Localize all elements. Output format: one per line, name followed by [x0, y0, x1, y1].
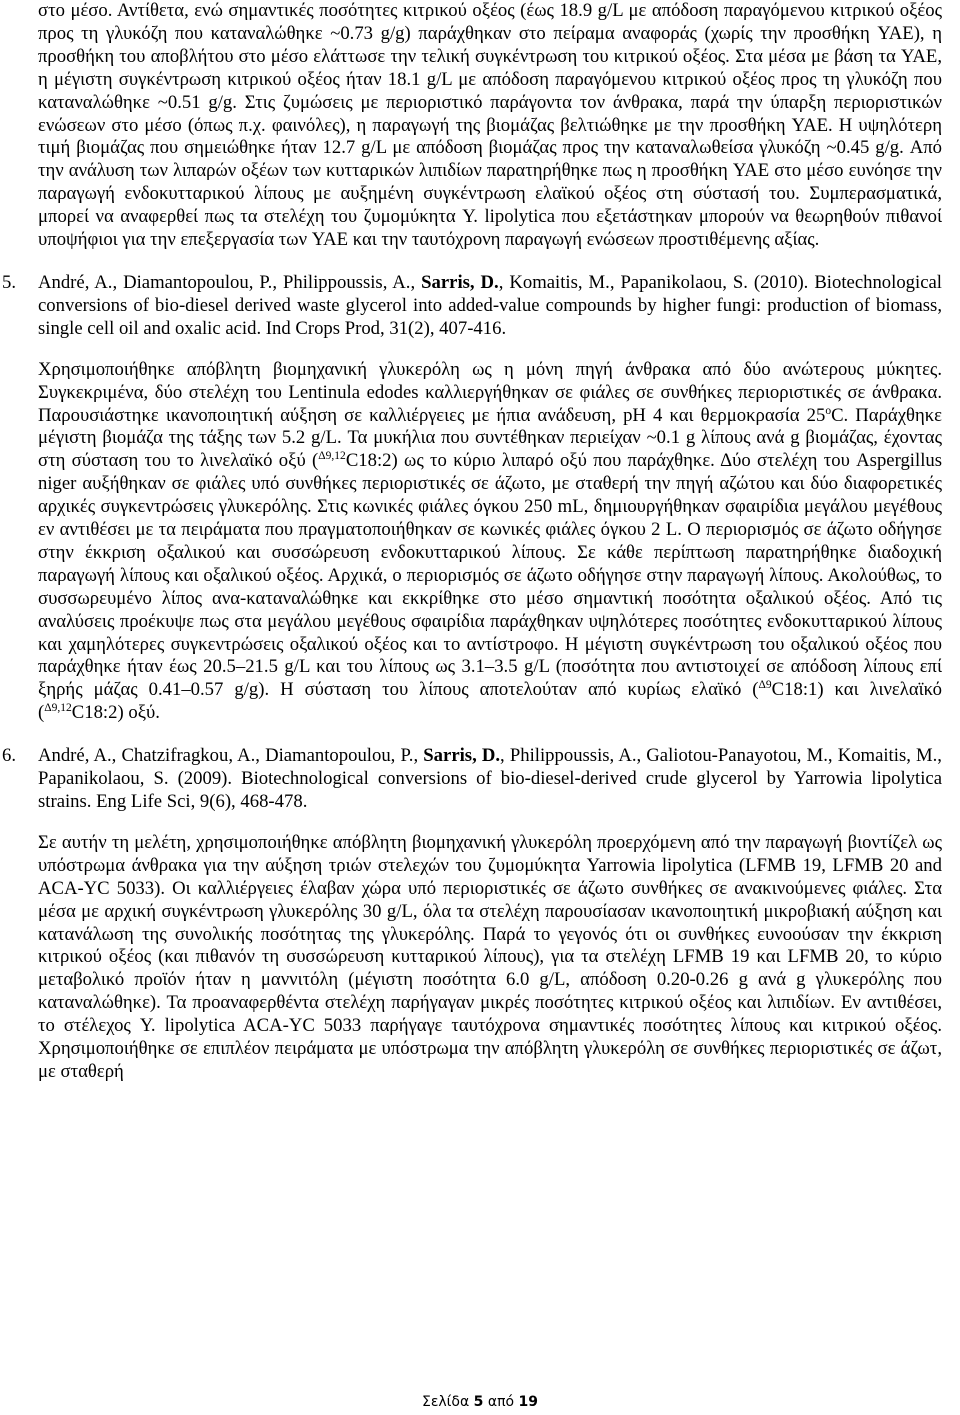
intro-paragraph: στο μέσο. Αντίθετα, ενώ σημαντικές ποσότητες κιτρικού οξέος (έως 18.9 g/L με απόδοση παραγόμενου κιτρικού οξέος προς τη γλυκόζη που καταναλώθηκε ~0.73 g/g) παράχθηκαν στο πείραμα αναφοράς (χωρίς την προσθήκη YAE), η προσθήκη του αποβλήτου στο μέσο ελάττωσε την τελική συγκέντρωση του κιτρικού οξέος. Στα μέσα με βάση τα YAE, η μέγιστη συγκέντρωση κιτρικού οξέος ήταν 18.1 g/L με απόδοση παραγόμενου κιτρικού οξέος προς τη γλυκόζη που καταναλώθηκε ~0.51 g/g. Στις ζυμώσεις με περιοριστικό παράγοντα τον άνθρακα, παρά την ύπαρξη περιοριστικών ενώσεων στο μέσο (όπως π.χ. φαινόλες), η παραγωγή της βιομάζας βελτιώθηκε με την προσθήκη YAE. Η υψηλότερη τιμή βιομάζας που σημειώθηκε ήταν 12.7 g/L με απόδοση βιομάζας προς την καταναλωθείσα γλυκόζη ~0.45 g/g. Από την ανάλυση των λιπαρών οξέων των κυτταρικών λιπιδίων παρατηρήθηκε πως η προσθήκη YAE στο μέσο ευνόησε την παραγωγή ενδοκυτταρικού λίπους με αυξημένη συγκέντρωση ελαϊκού οξέος στη σύστασή του. Συμπερασματικά, μπορεί να αναφερθεί πως τα στελέχη του ζυμομύκητα Y. lipolytica που εξετάστηκαν μπορούν να θεωρηθούν πιθανοί υποψήφιοι για την επεξεργασία των YAE και την ταυτόχρονη παραγωγή ενώσεων προστιθέμενης αξίας. [38, 0, 942, 251]
reference-6 [2, 745, 942, 1084]
page-footer: Σελίδα 5 από 19 [421, 1394, 539, 1410]
reference-6-summary: Σε αυτήν τη μελέτη, χρησιμοποιήθηκε απόβλητη βιομηχανική γλυκερόλη προερχόμενη από την παραγωγή βιοντίζελ ως υπόστρωμα άνθρακα για την αύξηση τριών στελεχών του ζυμομύκητα Yarrowia lipolytica (LFMB 19, LFMB 20 and ACA-YC 5033). Οι καλλιέργειες έλαβαν χώρα υπό περιοριστικές σε άζωτο συνθήκες σε ανακινούμενες φιάλες. Στα μέσα με αρχική συγκέντρωση γλυκερόλης 30 g/L, όλα τα στελέχη παρουσίασαν ικανοποιητική μικροβιακή αύξηση και κατανάλωση της συνολικής ποσότητας της γλυκερόλης. Παρά το γεγονός ότι οι συνθήκες ευνοούσαν την έκκριση κιτρικού οξέος (και πιθανόν τη συσσώρευση κυτταρικού λίπους), για τα στελέχη LFMB 19 και LFMB 20, το κύριο μεταβολικό προϊόν ήταν η μαννιτόλη (μέγιστη ποσότητα 6.0 g/L, απόδοση 0.20-0.26 g ανά g γλυκερόλης που καταναλώθηκε). Τα προαναφερθέντα στελέχη παρήγαγαν μικρές ποσότητες κιτρικού οξέος και λιπιδίων. Εν αντιθέσει, το στέλεχος Y. lipolytica ACA-YC 5033 παρήγαγε ταυτόχρονα σημαντικές ποσότητες λίπους και κιτρικού οξέος. Χρησιμοποιήθηκε σε επιπλέον πειράματα με υπόστρωμα την απόβλητη γλυκερόλη σε συνθήκες περιοριστικές σε άζωτ, με σταθερή [38, 831, 942, 1082]
reference-5-highlighted-author: Sarris, D. [421, 271, 499, 293]
reference-5-number: 5. [2, 271, 17, 293]
current-page-number: 5 [473, 1394, 484, 1410]
reference-5 [2, 271, 943, 725]
reference-5-summary: Χρησιμοποιήθηκε απόβλητη βιομηχανική γλυκερόλη ως η μόνη πηγή άνθρακα από δύο ανώτερους μύκητες. Συγκεκριμένα, δύο στελέχη του Lentinula edodes καλλιεργήθηκαν σε φιάλες σε συνθήκες περιοριστικές σε άνθρακα. Παρουσιάστηκε ικανοποιητική αύξηση σε καλλιέργειες με ήπια ανάδευση, pH 4 και θερμοκρασία 25$^o$C. Παράχθηκε μέγιστη βιομάζα της τάξης των 5.2 g/L. Τα μυκήλια που συντέθηκαν περιείχαν ~0.1 g λίπους ανά g βιομάζας, έχοντας στη σύσταση του το λινελαϊκό οξύ ($^{\Delta 9,12}$C18:2) ως το κύριο λιπαρό οξύ που παράχθηκε. Δύο στελέχη του Aspergillus niger αυξήθηκαν σε φιάλες υπό συνθήκες περιοριστικές σε άζωτο, με σταθερή την πηγή αζώτου και δύο διαφορετικές αρχικές συγκεντρώσεις γλυκερόλης. Στις κωνικές φιάλες όγκου 250 mL, δημιουργήθηκαν σφαιρίδια μεγάλου μεγέθους εν αντιθέσει με τα πειράματα που πραγματοποιήθηκαν σε κωνικές φιάλες όγκου 2 L. Ο περιορισμός σε άζωτο οδήγησε στην έκκριση οξαλικού και συσσώρευση ενδοκυτταρικού λίπους. Σε κάθε περίπτωση παρατηρήθηκε διαδοχική παραγωγή λίπους και οξαλικού οξέος. Αρχικά, ο περιορισμός σε άζωτο οδήγησε στην παραγωγή λίπους. Ακολούθως, το συσσωρευμένο λίπος ανα-καταναλώθηκε και εκκρίθηκε στο μέσο σημαντική ποσότητα οξαλικού οξέος. Από τις αναλύσεις προέκυψε πως στα μεγάλου μεγέθους σφαιρίδια παράχθηκαν υψηλότερες ποσότητες ενδοκυτταρικού λίπους και χαμηλότερες συγκεντρώσεις οξαλικού οξέος και το αντίστροφο. Η μέγιστη συγκέντρωση του οξαλικού οξέος που παράχθηκε ήταν έως 20.5–21.5 g/L και του λίπους ως 3.1–3.5 g/L (ποσότητα που αντιστοιχεί σε απόδοση λίπους επί ξηρής μάζας 0.41–0.57 g/g). Η σύσταση του λίπους αποτελούταν από κυρίως ελαϊκό ($^{\Delta 9}$C18:1) και λινελαϊκό ($^{\Delta 9,12}$C18:2) οξύ. [38, 358, 943, 724]
reference-5-citation: 5. André, A., Diamantopoulou, P., Philippoussis, A., Sarris, D., Komaitis, M., Papanikolaou, S. (2010). Biotechnological conversions of bio-diesel derived waste glycerol into added-value compounds by higher fungi: production of biomass, single cell oil and oxalic acid. Ind Crops Prod, 31(2), 407-416. [2, 271, 942, 339]
reference-6-highlighted-author: Sarris, D. [423, 745, 501, 767]
total-page-count: 19 [518, 1394, 539, 1410]
reference-6-citation: 6. André, A., Chatzifragkou, A., Diamantopoulou, P., Sarris, D., Philippoussis, A., Galiotou-Panayotou, M., Komaitis, M., Papanikolaou, S. (2009). Biotechnological conversions of bio-diesel-derived crude glycerol by Yarrowia lipolytica strains. Eng Life Sci, 9(6), 468-478. [2, 745, 942, 812]
reference-6-number: 6. [2, 745, 17, 767]
